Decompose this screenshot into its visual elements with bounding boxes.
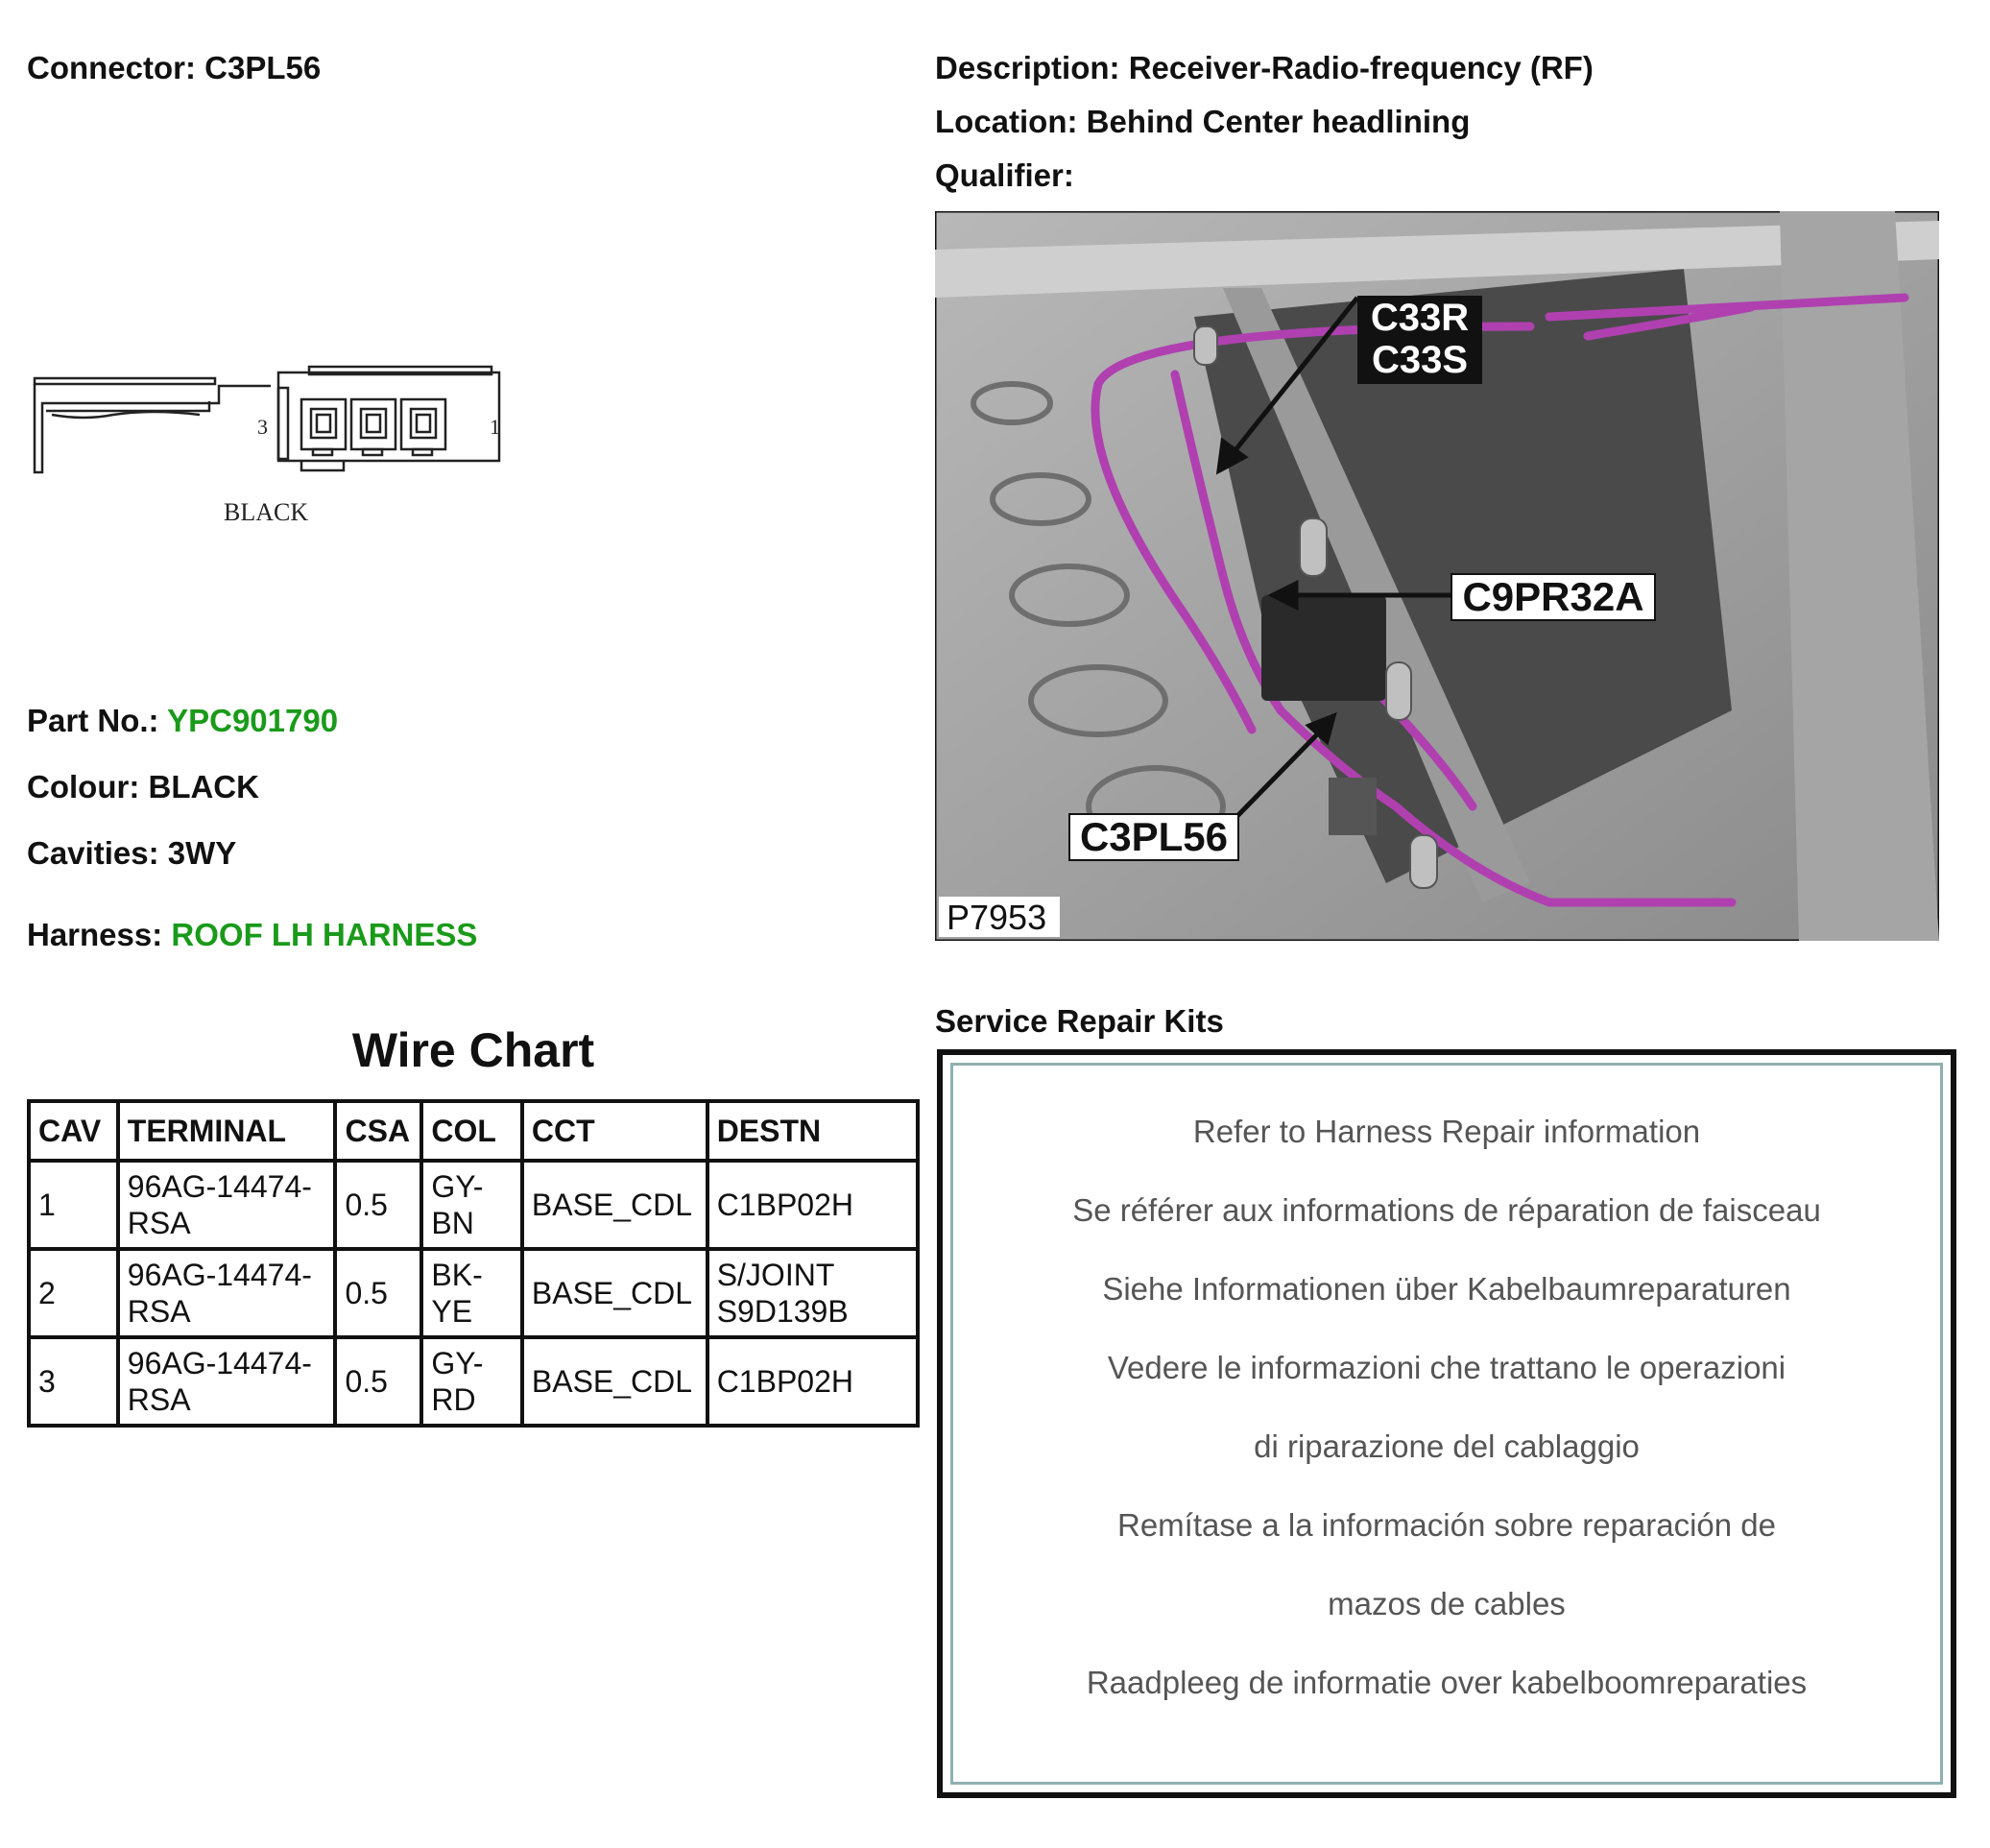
connector-drawing	[27, 365, 526, 538]
cavity-2	[351, 399, 396, 455]
header-destn: DESTN	[707, 1101, 918, 1161]
cell-terminal: 96AG-14474- RSA	[118, 1161, 336, 1249]
table-row	[29, 1161, 918, 1249]
cell-csa: 0.5	[335, 1249, 421, 1337]
cell-terminal: 96AG-14474- RSA	[118, 1249, 336, 1337]
part-no-label: Part No.:	[27, 703, 159, 738]
callout-c33r: C33R	[1370, 297, 1470, 339]
cell-destn: C1BP02H	[707, 1337, 918, 1426]
kit-line-es-2: mazos de cables	[1328, 1586, 1566, 1621]
table-row	[29, 1337, 918, 1426]
pin-label-left: 3	[257, 415, 268, 439]
location-photo	[935, 211, 1939, 941]
figure-id: P7953	[947, 898, 1047, 937]
wire-chart-title: Wire Chart	[351, 1023, 595, 1077]
latch-arm-top	[35, 378, 215, 384]
kit-line-fr: Se référer aux informations de réparation de faisceau	[1072, 1192, 1821, 1228]
cavity-3	[301, 399, 346, 455]
colour-line	[27, 769, 259, 805]
cavities-label: Cavities:	[27, 835, 159, 871]
harness-link[interactable]: ROOF LH HARNESS	[171, 917, 478, 952]
cell-cav: 3	[29, 1337, 118, 1426]
cell-cct: BASE_CDL	[522, 1161, 707, 1249]
drawing-colour-label: BLACK	[224, 498, 309, 526]
table-row	[29, 1249, 918, 1337]
kit-line-es-1: Remítase a la información sobre reparación de	[1116, 1507, 1777, 1543]
kit-line-de: Siehe Informationen über Kabelbaumreparaturen	[1102, 1271, 1791, 1307]
description-line	[935, 50, 1594, 86]
cavities-line	[27, 835, 236, 872]
cell-csa: 0.5	[335, 1337, 421, 1426]
part-no-line	[27, 703, 338, 739]
cavities-value: 3WY	[167, 835, 237, 871]
connector-label: Connector:	[27, 50, 196, 85]
callout-c9pr32a: C9PR32A	[1462, 574, 1644, 619]
header-csa: CSA	[335, 1101, 421, 1161]
description-label: Description:	[935, 50, 1120, 85]
description-value: Receiver-Radio-frequency (RF)	[1128, 50, 1594, 85]
cavity-1	[401, 399, 445, 455]
header-col: COL	[421, 1101, 521, 1161]
service-repair-kits-inner	[950, 1063, 1943, 1785]
cell-col: GY- RD	[421, 1337, 521, 1426]
cell-cav: 1	[29, 1161, 118, 1249]
connector-value: C3PL56	[204, 50, 322, 85]
harness-line	[27, 917, 477, 953]
harness-label: Harness:	[27, 917, 163, 952]
cell-cav: 2	[29, 1249, 118, 1337]
callout-c33s: C33S	[1371, 339, 1469, 381]
cell-destn: S/JOINT S9D139B	[707, 1249, 918, 1337]
location-line	[935, 104, 1470, 140]
cell-destn: C1BP02H	[707, 1161, 918, 1249]
header-cav: CAV	[29, 1101, 118, 1161]
cell-csa: 0.5	[335, 1161, 421, 1249]
header-cct: CCT	[522, 1101, 707, 1161]
qualifier-line	[935, 157, 1074, 194]
qualifier-label: Qualifier:	[935, 157, 1074, 193]
header-terminal: TERMINAL	[118, 1101, 336, 1161]
connector-line	[27, 50, 321, 86]
cell-col: BK- YE	[421, 1249, 521, 1337]
wire-chart-table	[27, 1099, 920, 1428]
colour-value: BLACK	[148, 769, 259, 804]
service-repair-kits-title: Service Repair Kits	[935, 1003, 1224, 1039]
kit-line-it-1: Vedere le informazioni che trattano le operazioni	[1107, 1350, 1786, 1385]
cell-cct: BASE_CDL	[522, 1337, 707, 1426]
kit-line-nl: Raadpleeg de informatie over kabelboomreparaties	[1086, 1665, 1808, 1700]
table-header-row	[29, 1101, 918, 1161]
service-repair-kits-box	[937, 1049, 1956, 1798]
part-no-link[interactable]: YPC901790	[167, 703, 339, 738]
cell-terminal: 96AG-14474- RSA	[118, 1337, 336, 1426]
latch-arm-outline	[35, 384, 271, 472]
location-label: Location:	[935, 104, 1078, 139]
cell-cct: BASE_CDL	[522, 1249, 707, 1337]
kit-line-it-2: di riparazione del cablaggio	[1254, 1428, 1640, 1464]
cell-col: GY- BN	[421, 1161, 521, 1249]
pin-label-right: 1	[490, 415, 500, 439]
location-value: Behind Center headlining	[1086, 104, 1471, 139]
kit-line-en: Refer to Harness Repair information	[1192, 1114, 1701, 1149]
colour-label: Colour:	[27, 769, 140, 804]
rf-receiver-module	[1261, 595, 1386, 701]
callout-c3pl56: C3PL56	[1079, 814, 1229, 859]
